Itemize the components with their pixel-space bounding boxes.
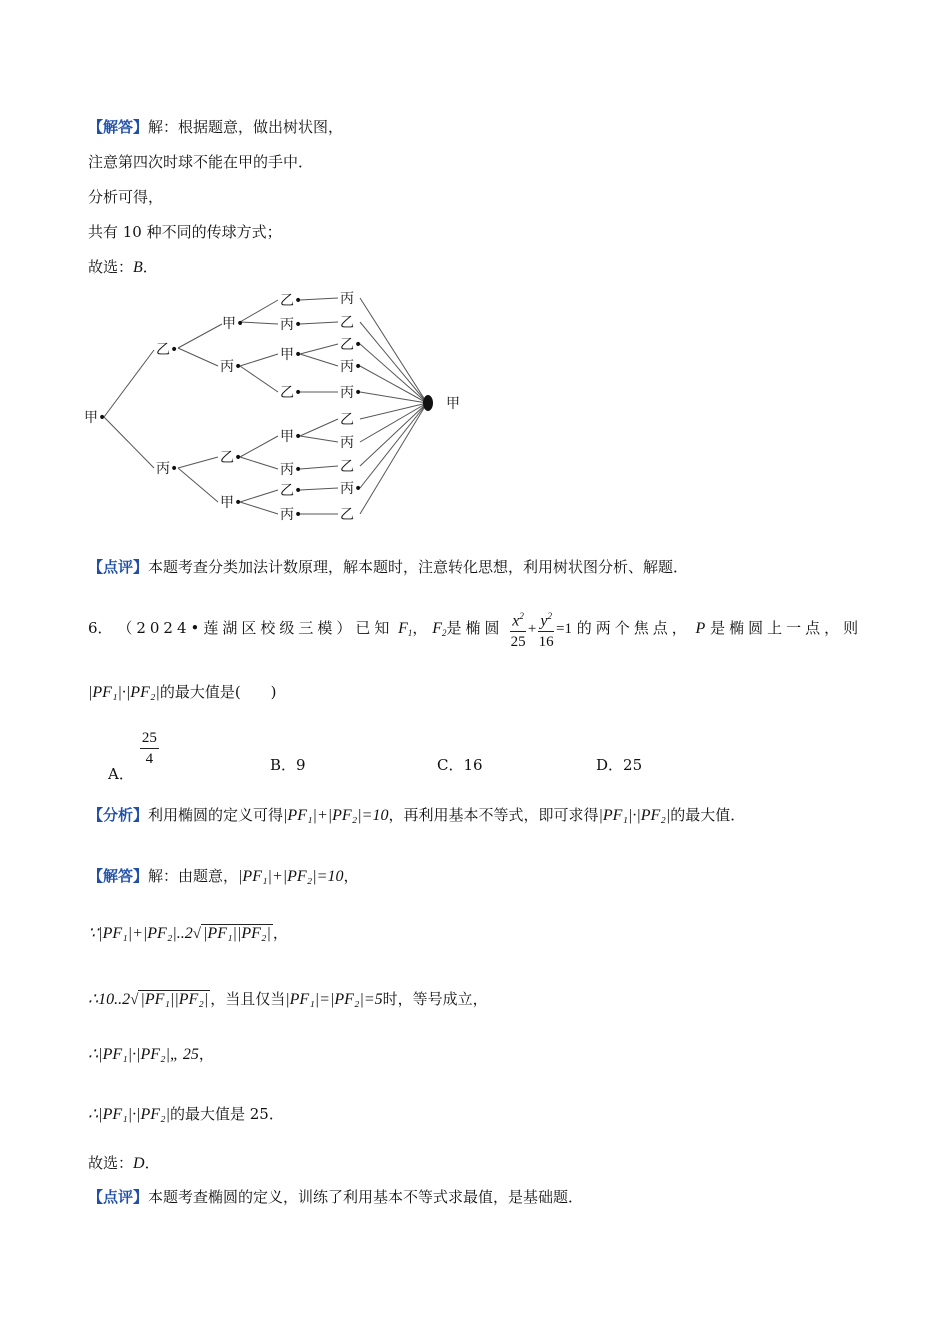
solution-tag: 【解答】 (88, 118, 149, 136)
tree-l1-node: 丙• (156, 461, 179, 477)
tree-l4-node: 乙• (340, 337, 363, 353)
plus-sign: + (527, 621, 537, 637)
tree-l1-node: 乙• (156, 342, 179, 358)
step3-formula: ∴|PF₁|·|PF₂|„ 25 (88, 1046, 199, 1063)
solution-formula: |PF₁|+|PF₂|=10 (238, 868, 344, 885)
step1-sqrt: |PF₁||PF₂| (203, 925, 271, 942)
solution1-line4: 共有 10 种不同的传球方式； (88, 223, 282, 241)
tree-l3-node: 乙• (280, 483, 303, 499)
comment2 (88, 1186, 583, 1208)
tree-l2-node: 丙• (220, 359, 243, 375)
product-expression: |PF₁|·|PF₂| (88, 684, 160, 701)
analysis-text2: ，再利用基本不等式，即可求得 (388, 806, 599, 824)
tree-l2-node: 乙• (220, 450, 243, 466)
solution2-conclusion (88, 1152, 160, 1175)
analysis-formula2: |PF₁|·|PF₂| (598, 807, 671, 824)
comment-tag: 【点评】 (88, 1188, 149, 1206)
tree-l3-node: 丙• (280, 507, 303, 523)
option-c[interactable]: C．16 (437, 756, 483, 774)
period: ． (142, 258, 158, 276)
comment-tag: 【点评】 (88, 558, 149, 576)
tree-l4-node: 乙 (340, 412, 354, 428)
analysis-text1: 利用椭圆的定义可得 (148, 806, 284, 824)
solution2-step2 (88, 988, 488, 1011)
comma: ， (198, 1045, 214, 1063)
sqrt-sign: √ (130, 992, 139, 1008)
solution1-conclusion (88, 256, 158, 279)
solution2-step1 (88, 922, 288, 945)
tree-l3-node: 丙• (280, 462, 303, 478)
comma: ， (343, 867, 359, 885)
answer-paren: ( ) (234, 683, 277, 701)
sqrt-sign: √ (192, 926, 202, 942)
tree-l4-node: 丙• (340, 481, 363, 497)
tree-l2-node: 甲• (222, 316, 245, 332)
step2-text: ，当且仅当 (210, 990, 286, 1008)
solution2-step3 (88, 1043, 214, 1066)
analysis (88, 804, 745, 827)
two-foci-text: 的两个焦点， (576, 619, 691, 637)
tree-l4-node: 丙 (340, 291, 354, 307)
answer-letter: B (133, 259, 143, 276)
option-a-label: A． (108, 764, 134, 783)
solution-text: 解：由题意， (148, 867, 239, 885)
analysis-text3: 的最大值． (670, 806, 746, 824)
tree-final-node: 甲 (446, 396, 460, 412)
tree-l4-node: 丙• (340, 385, 363, 401)
comment-text: 本题考查分类加法计数原理，解本题时，注意转化思想，利用树状图分析、解题． (148, 558, 689, 576)
tree-l3-node: 乙• (280, 385, 303, 401)
tree-l4-node: 丙 (340, 435, 354, 451)
solution1-line1 (88, 116, 343, 138)
option-d[interactable]: D．25 (596, 756, 643, 774)
tree-l4-node: 乙 (340, 315, 354, 331)
analysis-formula: |PF₁|+|PF₂|=10 (283, 807, 389, 824)
focus-f2: $F_2$ (432, 620, 447, 638)
tree-l4-node: 乙 (340, 459, 354, 475)
tree-l3-node: 甲• (280, 347, 303, 363)
tree-edges (104, 298, 427, 514)
tree-l3-node: 甲• (280, 429, 303, 445)
comma: ， (412, 619, 428, 637)
equals-one: =1 (555, 621, 572, 637)
step2-text2: 时，等号成立， (382, 990, 488, 1008)
step2-prefix: ∴10..2 (88, 991, 131, 1008)
step2-condition: |PF₁|=|PF₂|=5 (285, 991, 383, 1008)
answer-letter: D (133, 1155, 145, 1172)
tree-l3-node: 丙• (280, 317, 303, 333)
analysis-tag: 【分析】 (88, 806, 149, 824)
solution-text: 解：根据题意，做出树状图， (148, 118, 344, 136)
comma: ， (272, 924, 288, 942)
solution1-line3: 分析可得， (88, 188, 164, 206)
point-on-text: 是椭圆上一点，则 (710, 619, 863, 637)
fraction-x: $\frac{x^2}{25}$ (510, 606, 526, 652)
conclusion-prefix: 故选： (88, 1154, 134, 1172)
focus-f1: $F_1$ (398, 620, 413, 638)
solution-tag: 【解答】 (88, 867, 149, 885)
option-a[interactable] (108, 728, 161, 783)
point-p: P (695, 620, 706, 637)
solution2-step4 (88, 1103, 284, 1126)
fraction-y: $\frac{y^2}{16}$ (538, 606, 554, 652)
option-b[interactable]: B．9 (270, 756, 306, 774)
is-ellipse-text: 是椭圆 (446, 619, 504, 637)
period: ． (144, 1154, 160, 1172)
tree-root: 甲• (84, 410, 107, 426)
step2-sqrt: |PF₁||PF₂| (140, 991, 209, 1008)
solution2-line1 (88, 865, 358, 888)
option-a-fraction: $\frac{25}{4}$ (141, 730, 157, 767)
step4-formula: ∴|PF₁|·|PF₂| (88, 1106, 170, 1123)
solution1-line2: 注意第四次时球不能在甲的手中． (88, 153, 314, 171)
step1-prefix: ∵|PF₁|+|PF₂|..2 (88, 925, 193, 942)
max-text: 的最大值是 (159, 683, 235, 701)
comment1 (88, 556, 688, 578)
problem6-stem (88, 600, 862, 656)
problem-source: （2024•莲湖区校级三模）已知 (117, 619, 394, 637)
tree-l4-node: 乙 (340, 507, 354, 523)
problem-number: 6． (88, 619, 113, 637)
tree-l2-node: 甲• (220, 495, 243, 511)
final-node-marker (423, 395, 433, 411)
tree-l4-node: 丙• (340, 359, 363, 375)
conclusion-prefix: 故选： (88, 258, 134, 276)
problem6-question (88, 681, 277, 704)
tree-diagram (82, 282, 472, 532)
tree-l3-node: 乙• (280, 293, 303, 309)
comment-text: 本题考查椭圆的定义，训练了利用基本不等式求最值，是基础题． (148, 1188, 584, 1206)
step4-text: 的最大值是 25． (170, 1105, 284, 1123)
